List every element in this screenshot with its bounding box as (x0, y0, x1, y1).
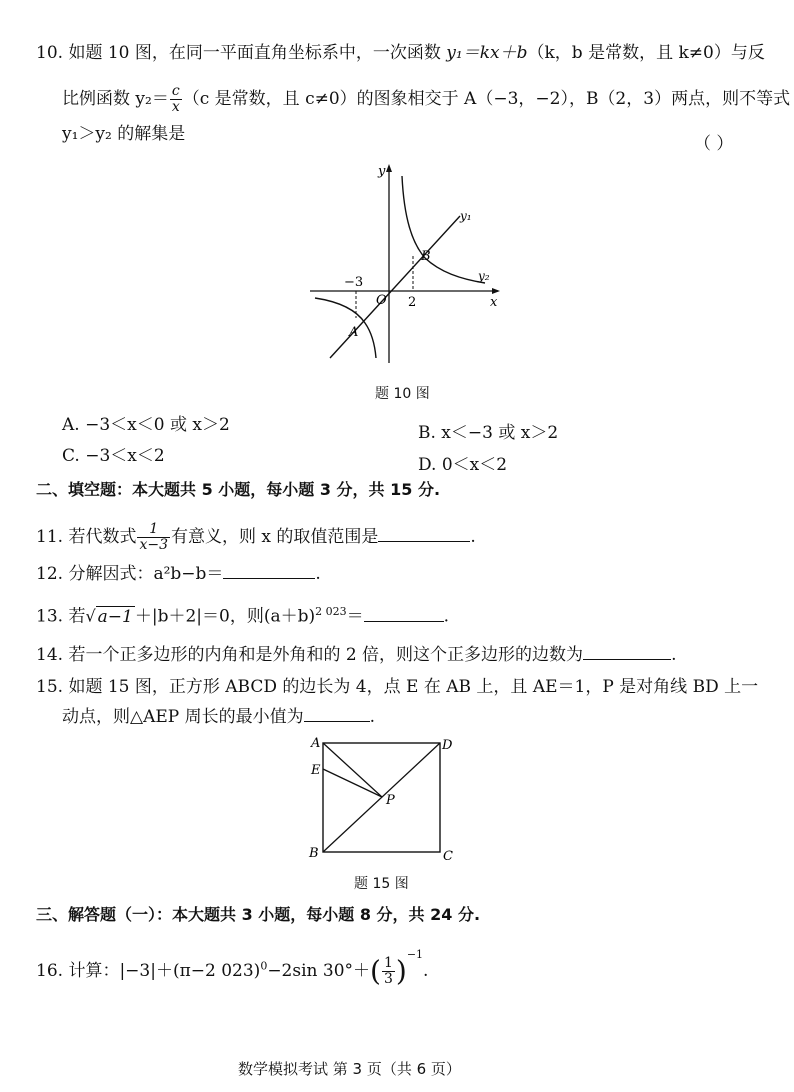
q11-frac-num: 1 (137, 522, 170, 538)
q13-middle: ＋|b＋2|＝0，则(a＋b) (134, 606, 316, 627)
hyperbola-right-branch (402, 176, 485, 283)
q15-line1: 15. 如题 15 图，正方形 ABCD 的边长为 4，点 E 在 AB 上，且 AE＝1，P 是对角线 BD 上一 (36, 677, 759, 697)
section-3-heading: 三、解答题（一）：本大题共 3 小题，每小题 8 分，共 24 分. (36, 905, 481, 924)
y-axis-arrow (386, 164, 392, 172)
q11-suffix: 有意义，则 x 的取值范围是 (171, 527, 379, 547)
label-e: E (311, 763, 321, 778)
q10-linear-function: y₁＝kx＋b (446, 43, 528, 63)
q16-prefix: 16. 计算：|−3|＋(π−2 023) (36, 961, 261, 981)
q10-line2-prefix: 比例函数 y₂＝ (62, 89, 169, 109)
q12-answer-blank[interactable] (223, 564, 315, 579)
label-y: y (378, 164, 386, 179)
q10-line3: y₁＞y₂ 的解集是 (62, 124, 186, 144)
q10-line2-suffix: （c 是常数，且 c≠0）的图象相交于 A（−3，−2），B（2，3）两点，则不等式 (182, 89, 791, 109)
q12-end: . (315, 564, 321, 584)
q16-end: . (423, 961, 429, 981)
q10-option-b: B. x＜−3 或 x＞2 (418, 423, 559, 443)
q15-line2 (62, 706, 375, 728)
q14-end: . (671, 645, 677, 665)
label-d: D (442, 738, 453, 753)
q10-frac-num: c (170, 84, 182, 100)
label-x: x (490, 295, 498, 310)
q10-option-c: C. −3＜x＜2 (62, 446, 165, 466)
label-a: A (311, 736, 321, 751)
segment-ap (323, 743, 382, 797)
q16 (36, 944, 428, 987)
q10-figure (300, 158, 515, 380)
q11 (36, 522, 476, 553)
sqrt-sign: √ (85, 606, 96, 626)
q15-caption: 题 15 图 (354, 876, 409, 892)
label-b: B (309, 846, 319, 861)
q11-fraction (137, 522, 170, 553)
tick-2: 2 (408, 295, 417, 310)
q13-prefix: 13. 若 (36, 606, 86, 627)
q10-frac-den: x (171, 99, 180, 115)
label-y2: y₂ (478, 269, 490, 283)
q11-prefix: 11. 若代数式 (36, 527, 137, 547)
q16-frac-num: 1 (383, 955, 393, 971)
q13-answer-blank[interactable] (364, 607, 444, 622)
q16-fraction (382, 956, 395, 987)
tick-neg3: −3 (344, 275, 364, 290)
q15-line2-text: 动点，则△AEP 周长的最小值为 (62, 707, 304, 727)
q13-exponent: 2 023 (315, 605, 347, 618)
q10-line1-suffix: （k，b 是常数，且 k≠0）与反 (527, 43, 765, 63)
q10-option-d: D. 0＜x＜2 (418, 455, 508, 475)
q16-frac-den: 3 (383, 971, 393, 987)
q13-suffix: ＝ (346, 606, 364, 627)
q12-text: 12. 分解因式：a²b−b＝ (36, 564, 224, 584)
q10-option-a: A. −3＜x＜0 或 x＞2 (62, 415, 230, 435)
page-footer: 数学模拟考试 第 3 页（共 6 页） (238, 1060, 461, 1078)
q10-fraction (170, 84, 182, 115)
label-point-b: B (421, 249, 431, 264)
q14-answer-blank[interactable] (583, 645, 671, 660)
q13 (36, 601, 449, 628)
section-2-heading: 二、填空题：本大题共 5 小题，每小题 3 分，共 15 分. (36, 480, 441, 499)
label-point-a: A (349, 325, 359, 340)
q13-end: . (443, 606, 450, 627)
q10-line2 (62, 84, 790, 115)
segment-ep (323, 769, 382, 797)
q16-right-paren: ) (395, 954, 407, 988)
x-axis-arrow (492, 288, 500, 294)
hyperbola-left-branch (315, 298, 376, 358)
q10-caption: 题 10 图 (375, 386, 430, 402)
q10-answer-paren: （ ） (694, 134, 734, 154)
q10-line1 (36, 42, 765, 64)
q16-middle: −2sin 30°＋ (267, 961, 371, 981)
label-origin: O (376, 293, 387, 308)
q15-end: . (369, 707, 376, 727)
q15-figure (306, 732, 466, 867)
label-p: P (386, 793, 395, 808)
q16-left-paren: ( (370, 954, 381, 988)
q14-text: 14. 若一个正多边形的内角和是外角和的 2 倍，则这个正多边形的边数为 (36, 645, 584, 665)
q11-frac-den: x−3 (139, 537, 168, 553)
q12 (36, 563, 321, 585)
q10-line1-prefix: 10. 如题 10 图，在同一平面直角坐标系中，一次函数 (36, 43, 447, 63)
q16-exp0: 0 (260, 959, 268, 973)
q11-answer-blank[interactable] (378, 527, 470, 542)
q15-answer-blank[interactable] (304, 707, 370, 722)
q13-sqrt-content: a−1 (97, 606, 133, 627)
q11-end: . (470, 527, 476, 547)
label-c: C (443, 849, 453, 864)
q14 (36, 644, 676, 666)
q16-exp-neg1: −1 (406, 948, 424, 961)
label-y1: y₁ (460, 209, 472, 223)
